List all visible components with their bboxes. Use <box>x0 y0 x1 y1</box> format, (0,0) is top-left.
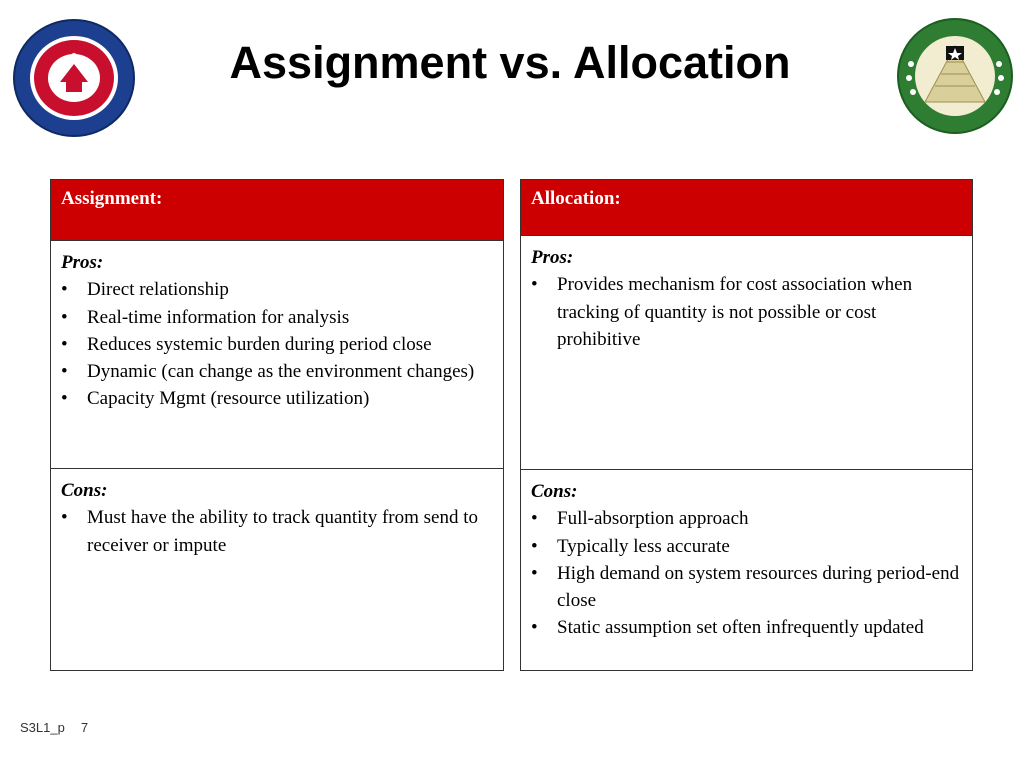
bullet-icon: • <box>531 535 538 557</box>
list-item: • Typically less accurate <box>531 533 962 560</box>
list-item: • Direct relationship <box>61 276 493 303</box>
list-item: • Dynamic (can change as the environment changes) <box>61 358 493 385</box>
list-item: • Full-absorption approach <box>531 505 962 532</box>
bullet-icon: • <box>531 617 538 639</box>
list-item: • Static assumption set often infrequently updated <box>531 614 962 641</box>
page-number: 7 <box>80 720 89 735</box>
assignment-panel <box>50 179 504 671</box>
allocation-panel <box>520 179 973 671</box>
list-item: • Capacity Mgmt (resource utilization) <box>61 385 493 412</box>
bullet-icon: • <box>531 508 538 530</box>
allocation-cons-cell <box>521 470 973 671</box>
page-title: Assignment vs. Allocation <box>229 37 791 88</box>
slide-footer <box>20 720 88 735</box>
list-item: • Must have the ability to track quantity from send to receiver or impute <box>61 504 493 559</box>
bullet-icon: • <box>61 361 68 383</box>
bullet-icon: • <box>61 388 68 410</box>
assignment-cons-list <box>61 504 493 559</box>
assignment-cons-label: Cons: <box>61 480 108 501</box>
slide-id: S3L1_p <box>20 720 65 735</box>
bullet-icon: • <box>531 274 538 296</box>
bullet-icon: • <box>531 562 538 584</box>
bullet-icon: • <box>61 306 68 328</box>
allocation-pros-label: Pros: <box>531 247 574 268</box>
allocation-pros-cell <box>521 236 973 470</box>
assignment-pros-cell <box>51 241 504 469</box>
army-fm-comptroller-seal-icon <box>895 16 1015 136</box>
allocation-cons-list <box>531 505 962 641</box>
list-item: • Real-time information for analysis <box>61 304 493 331</box>
assignment-cons-cell <box>51 469 504 671</box>
list-item: • Reduces systemic burden during period close <box>61 331 493 358</box>
army-secretary-seal-icon <box>10 16 138 140</box>
bullet-icon: • <box>61 507 68 529</box>
list-item: • Provides mechanism for cost association when tracking of quantity is not possible or cost prohibitive <box>531 271 962 353</box>
allocation-pros-list <box>531 271 962 353</box>
allocation-cons-label: Cons: <box>531 481 578 502</box>
assignment-pros-label: Pros: <box>61 252 104 273</box>
allocation-header: Allocation: <box>521 180 973 236</box>
list-item: • High demand on system resources during period-end close <box>531 560 962 615</box>
bullet-icon: • <box>61 333 68 355</box>
bullet-icon: • <box>61 279 68 301</box>
assignment-pros-list <box>61 276 493 412</box>
assignment-header: Assignment: <box>51 180 504 241</box>
